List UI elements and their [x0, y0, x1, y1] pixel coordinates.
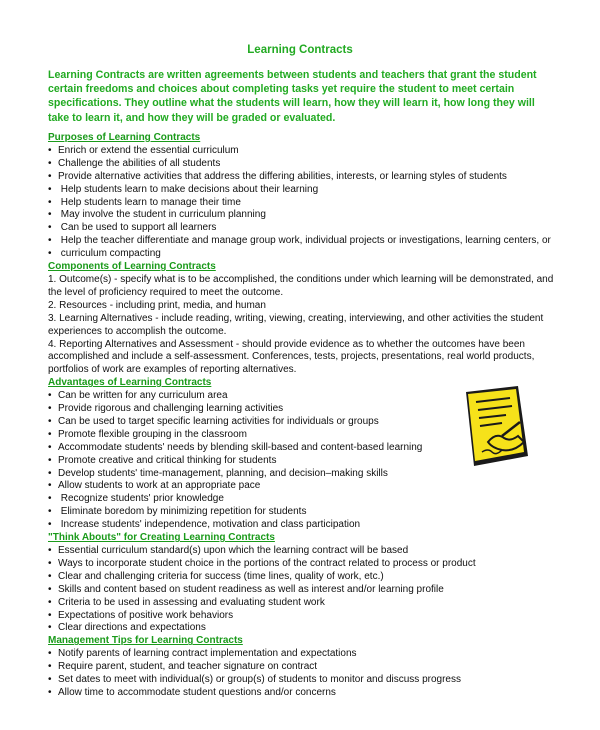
list-item: • Provide alternative activities that address the differing abilities, interests, or learning styles of students — [48, 170, 507, 182]
components-list — [48, 274, 554, 377]
list-item: • Clear and challenging criteria for success (time lines, quality of work, etc.) — [48, 570, 384, 582]
list-item: • Criteria to be used in assessing and evaluating student work — [48, 596, 325, 608]
section-heading-purposes: Purposes of Learning Contracts — [48, 132, 201, 143]
page-title: Learning Contracts — [247, 44, 353, 56]
list-item: • Clear directions and expectations — [48, 622, 206, 634]
section-heading-management: Management Tips for Learning Contracts — [48, 635, 243, 647]
list-item: • Essential curriculum standard(s) upon which the learning contract will be based — [48, 545, 409, 556]
section-heading-advantages: Advantages of Learning Contracts — [48, 377, 212, 389]
list-item: • Can be used to target specific learning activities for individuals or groups — [48, 415, 379, 427]
list-item: • Recognize students' prior knowledge — [48, 493, 224, 505]
list-item: 1. Outcome(s) - specify what is to be accomplished, the conditions under which learning will be demonstrated, and the level of proficiency required to meet the outcome. — [48, 273, 554, 298]
list-item: • Help students learn to manage their time — [48, 196, 241, 208]
list-item: • Set dates to meet with individual(s) or group(s) of students to monitor and discuss progress — [48, 674, 461, 686]
list-item: • Allow time to accommodate student questions and/or concerns — [48, 686, 336, 698]
list-item: • Allow students to work at an appropriate pace — [48, 480, 261, 492]
list-item: • Require parent, student, and teacher signature on contract — [48, 661, 318, 673]
list-item: • Accommodate students' needs by blending skill-based and content-based learning — [48, 441, 423, 453]
list-item: • Eliminate boredom by minimizing repetition for students — [48, 506, 307, 518]
list-item: • Can be written for any curriculum area — [48, 390, 228, 402]
list-item: • Help the teacher differentiate and manage group work, individual projects or investigations, learning centers, or — [48, 235, 551, 247]
section-heading-think-abouts: "Think Abouts" for Creating Learning Contracts — [48, 532, 275, 544]
list-item: • Promote creative and critical thinking for students — [48, 454, 277, 466]
list-item: • Challenge the abilities of all students — [48, 157, 221, 169]
list-item: • Ways to incorporate student choice in the portions of the contract related to process or product — [48, 557, 476, 569]
list-item: • Develop students' time-management, planning, and decision–making skills — [48, 467, 388, 479]
list-item: • Increase students' independence, motivation and class participation — [48, 519, 361, 531]
list-item: • Notify parents of learning contract implementation and expectations — [48, 648, 357, 660]
list-item: • Help students learn to make decisions about their learning — [48, 183, 319, 195]
contract-clipart-icon — [458, 386, 532, 468]
list-item: • curriculum compacting — [48, 248, 161, 260]
purposes-list — [48, 145, 554, 261]
list-item: • Provide rigorous and challenging learning activities — [48, 403, 284, 415]
list-item: 4. Reporting Alternatives and Assessment - should provide evidence as to whether the outcomes have been accomplished and include a self-assessment. Conferences, tests, projects, presentations, real world products, portfolios of work are examples of reporting alternatives. — [48, 338, 535, 376]
list-item: • Expectations of positive work behaviors — [48, 609, 234, 621]
intro-paragraph: Learning Contracts are written agreements between students and teachers that grant the student certain freedoms and choices about completing tasks yet require the student to meet certain specifications. They outline what the students will learn, how they will learn it, how long they will take to learn it, and how they will be graded or evaluated. — [48, 69, 537, 124]
list-item: 3. Learning Alternatives - include reading, writing, viewing, creating, interviewing, and other activities the student experiences to accomplish the outcome. — [48, 312, 544, 337]
list-item: • Can be used to support all learners — [48, 222, 217, 234]
list-item: • May involve the student in curriculum planning — [48, 209, 266, 221]
think-abouts-list — [48, 545, 554, 635]
list-item: 2. Resources - including print, media, and human — [48, 299, 266, 311]
list-item: • Enrich or extend the essential curriculum — [48, 144, 239, 156]
list-item: • Skills and content based on student readiness as well as interest and/or learning profile — [48, 583, 444, 595]
list-item: • Promote flexible grouping in the classroom — [48, 428, 247, 440]
section-heading-components: Components of Learning Contracts — [48, 261, 216, 273]
management-list — [48, 648, 554, 700]
